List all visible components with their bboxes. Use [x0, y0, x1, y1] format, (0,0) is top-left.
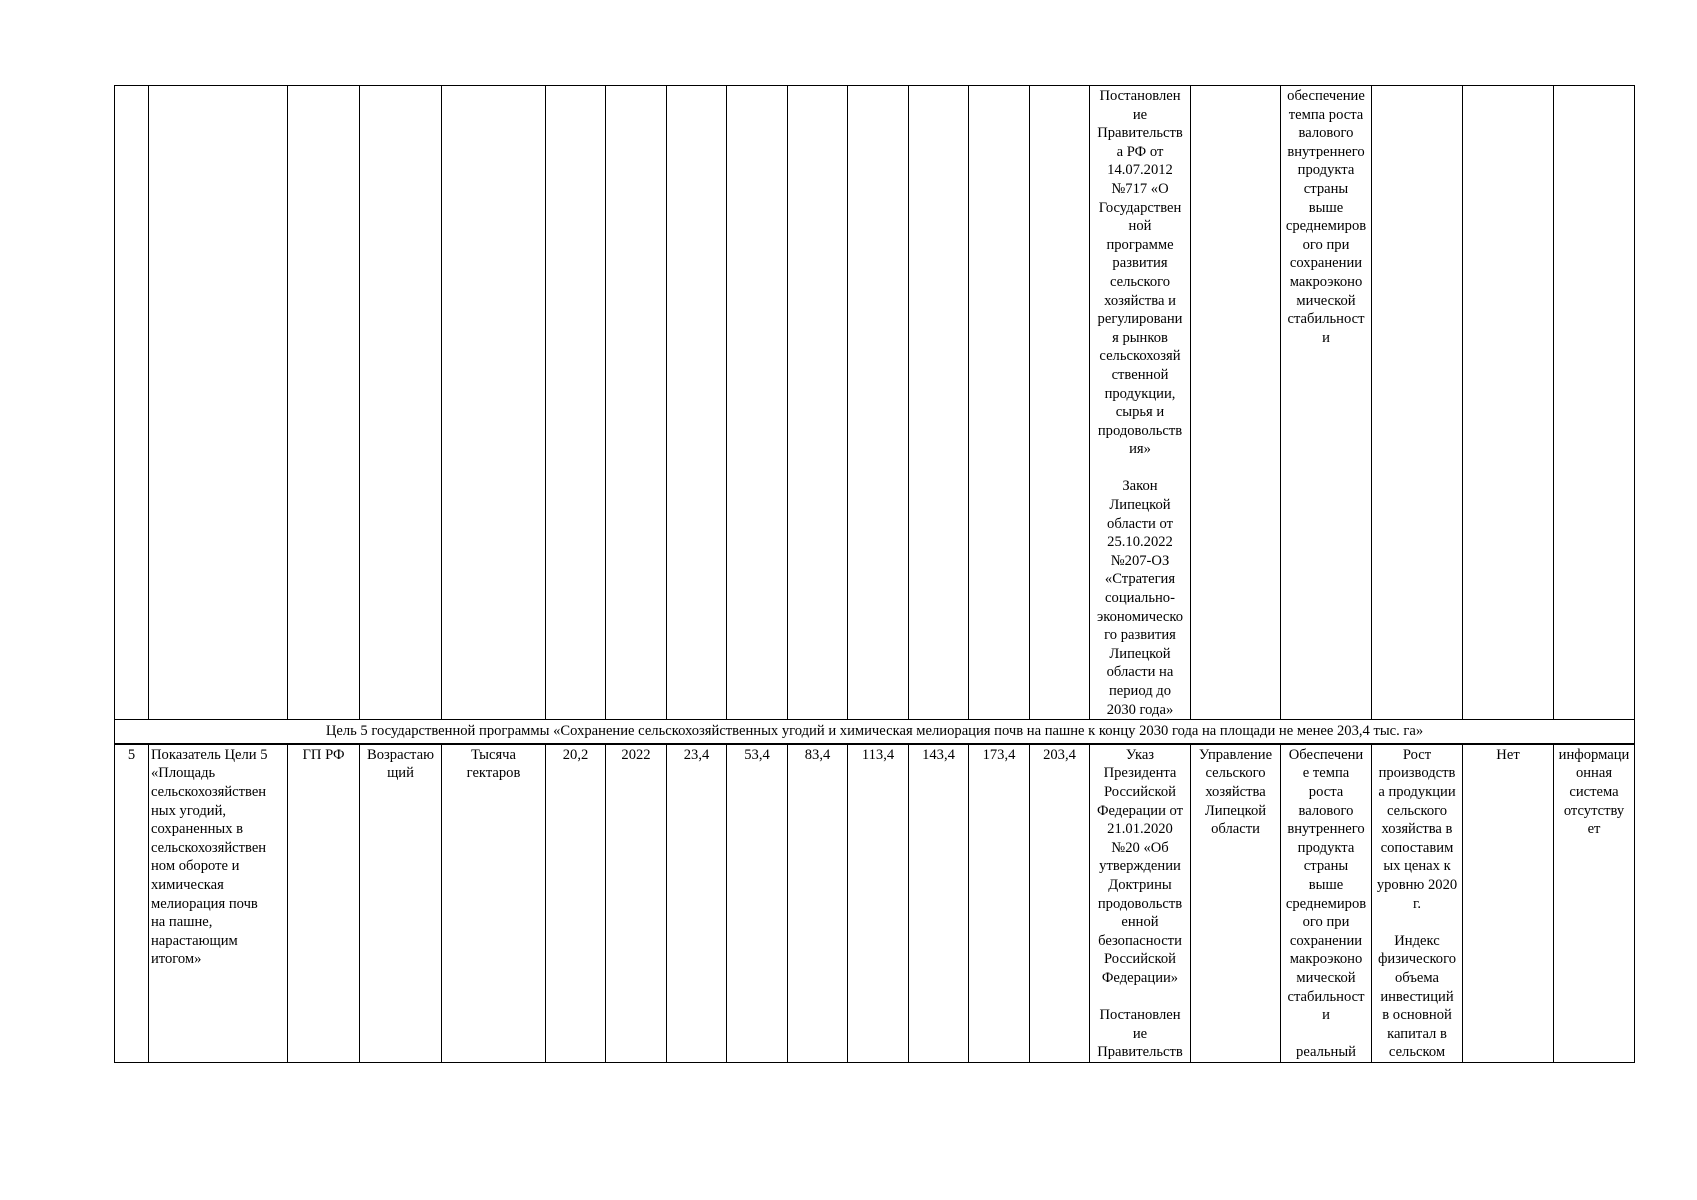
cell-v7 — [1030, 86, 1090, 720]
text-line: ых ценах к — [1383, 858, 1451, 875]
value-2: 53,4 — [727, 744, 788, 1063]
table-row-continuation — [115, 86, 1635, 720]
indicator-trend — [360, 744, 442, 1063]
state-indicators — [1372, 744, 1463, 1063]
text-line: стабильност — [1287, 311, 1365, 328]
cell-infosys — [1554, 86, 1635, 720]
cell-v1 — [667, 86, 727, 720]
text-line: Доктрины — [1108, 876, 1172, 893]
text-line: ого при — [1302, 236, 1350, 253]
text-line: сельскохозяйствен — [151, 839, 267, 856]
value-3: 83,4 — [788, 744, 848, 1063]
cell-indicator — [149, 86, 288, 720]
text-line: г. — [1413, 895, 1421, 912]
value-1: 23,4 — [667, 744, 727, 1063]
text-line: сельского — [1386, 802, 1448, 819]
text-line: макроэконо — [1289, 273, 1363, 290]
text-line: области на — [1106, 664, 1174, 681]
responsible — [1191, 744, 1281, 1063]
text-line: хозяйства в — [1381, 821, 1453, 838]
text-line: развития — [1112, 255, 1168, 272]
text-line: мической — [1296, 969, 1356, 986]
text-line: ной — [1128, 218, 1152, 235]
indicator-name — [149, 744, 288, 1063]
text-line: Государствен — [1098, 199, 1182, 216]
text-line: выше — [1308, 199, 1344, 216]
text-line: ого при — [1302, 914, 1350, 931]
text-line: Обеспечени — [1288, 746, 1364, 763]
cell-unit — [442, 86, 546, 720]
text-line: мической — [1296, 292, 1356, 309]
text-line: страны — [1303, 858, 1349, 875]
text-line: регулировани — [1097, 311, 1183, 328]
text-line: период до — [1108, 683, 1172, 699]
text-line: хозяйства и — [1104, 292, 1176, 309]
cell-trend — [360, 86, 442, 720]
text-line: №717 «О — [1111, 180, 1169, 197]
text-line: 14.07.2012 — [1107, 162, 1173, 179]
text-line: Постановлен — [1099, 1007, 1181, 1024]
text-line: сельского — [1205, 765, 1266, 782]
text-line: сохранении — [1289, 932, 1363, 949]
text-line: 2030 года» — [1106, 701, 1174, 718]
text-line: Президента — [1103, 765, 1177, 782]
text-line: Липецкой — [1204, 802, 1267, 819]
cell-link — [1463, 86, 1554, 720]
text-line: 25.10.2022 — [1107, 534, 1173, 551]
text-line: ия» — [1129, 441, 1151, 458]
text-line: на пашне, — [151, 914, 213, 931]
text-line: Липецкой — [1109, 497, 1171, 514]
text-line: уровню 2020 — [1376, 876, 1458, 893]
text-line: «Площадь — [151, 765, 216, 782]
cell-state-indicators — [1372, 86, 1463, 720]
text-line: щий — [387, 765, 414, 782]
text-line: го развития — [1104, 627, 1176, 644]
text-line: итогом» — [151, 951, 202, 968]
value-7: 203,4 — [1030, 744, 1090, 1063]
text-line: сопоставим — [1380, 839, 1454, 856]
text-line: Показатель Цели 5 — [151, 746, 268, 763]
text-line: объема — [1395, 969, 1439, 986]
cell-base-year — [606, 86, 667, 720]
cell-responsible — [1191, 86, 1281, 720]
base-year: 2022 — [606, 744, 667, 1063]
text-line: Рост — [1402, 746, 1432, 763]
text-line: онная — [1575, 765, 1613, 782]
indicator-level: ГП РФ — [288, 744, 360, 1063]
text-line: отсутству — [1563, 802, 1625, 819]
text-line: я рынков — [1112, 329, 1168, 346]
text-line: продукта — [1297, 162, 1355, 179]
text-line: ет — [1587, 821, 1601, 838]
text-line: области — [1211, 821, 1260, 838]
text-line: Указ — [1125, 746, 1155, 763]
text-line: №20 «Об — [1111, 839, 1169, 856]
text-line: безопасности — [1098, 932, 1182, 949]
text-line: сохраненных в — [151, 821, 244, 838]
national-goals — [1281, 744, 1372, 1063]
text-line: инвестиций — [1380, 988, 1454, 1005]
cell-v5 — [909, 86, 969, 720]
text-line: обеспечение — [1287, 88, 1365, 104]
text-line: валового — [1298, 125, 1354, 142]
text-line: области от — [1107, 515, 1173, 532]
text-line: гектаров — [466, 765, 521, 782]
text-line: Правительств — [1097, 125, 1183, 142]
text-line: Постановлен — [1099, 88, 1181, 104]
text-line: ственной — [1111, 366, 1169, 383]
text-line: енной — [1121, 914, 1159, 931]
text-line: Тысяча — [471, 746, 516, 763]
text-line: среднемиров — [1285, 895, 1367, 912]
text-line: продукта — [1297, 839, 1355, 856]
text-line: а продукции — [1378, 783, 1456, 800]
text-line: Управление — [1198, 746, 1273, 763]
text-line: утверждении — [1099, 858, 1181, 875]
text-line: Федерации» — [1101, 969, 1179, 986]
text-line: социально- — [1105, 590, 1175, 607]
text-line: Федерации от — [1096, 802, 1184, 819]
text-line: реальный — [1296, 1044, 1356, 1061]
text-line: ном обороте и — [151, 858, 240, 875]
text-line: сельскохозяй — [1099, 348, 1181, 365]
text-line: внутреннего — [1287, 143, 1365, 160]
text-line: Липецкой — [1109, 645, 1171, 662]
table-row — [115, 744, 1635, 1063]
text-line: производств — [1378, 765, 1456, 782]
text-line: нарастающим — [151, 932, 238, 949]
text-line: продовольств — [1097, 895, 1183, 912]
text-line: сохранении — [1289, 255, 1363, 272]
cell-documents — [1090, 86, 1191, 720]
cell-national-goals — [1281, 86, 1372, 720]
text-line: «Стратегия — [1104, 571, 1176, 588]
cell-v4 — [848, 86, 909, 720]
text-line: Индекс — [1394, 932, 1440, 949]
text-line: экономическо — [1096, 608, 1184, 625]
text-line: Возрастаю — [367, 746, 434, 763]
row-number: 5 — [115, 744, 149, 1063]
text-line: внутреннего — [1287, 821, 1365, 838]
text-line: химическая — [151, 876, 224, 893]
text-line: страны — [1303, 180, 1349, 197]
text-line: макроэконо — [1289, 951, 1363, 968]
text-line: роста — [1308, 783, 1344, 800]
text-line: сельскохозяйствен — [151, 783, 267, 800]
text-line: стабильност — [1287, 988, 1365, 1005]
cell-num — [115, 86, 149, 720]
cell-v6 — [969, 86, 1030, 720]
info-system — [1554, 744, 1635, 1063]
text-line: Закон — [1122, 478, 1158, 495]
text-line: капитал в — [1387, 1025, 1447, 1042]
text-line: сельского — [1109, 273, 1171, 290]
text-line: сельском — [1388, 1044, 1446, 1061]
text-line: темпа роста — [1288, 106, 1364, 123]
text-line: продовольств — [1097, 422, 1183, 439]
text-line: хозяйства — [1205, 783, 1266, 800]
text-line: Российской — [1104, 783, 1176, 800]
text-line: Правительств — [1097, 1044, 1183, 1061]
text-line: е темпа — [1302, 765, 1350, 782]
text-line: информаци — [1558, 746, 1630, 763]
value-4: 113,4 — [848, 744, 909, 1063]
text-line: мелиорация почв — [151, 895, 258, 912]
text-line: №207-ОЗ — [1110, 552, 1170, 569]
text-line: валового — [1298, 802, 1354, 819]
text-line: в основной — [1382, 1007, 1452, 1024]
cell-base-value — [546, 86, 606, 720]
text-line: Российской — [1104, 951, 1176, 968]
text-line: ных угодий, — [151, 802, 227, 819]
text-line: ие — [1132, 106, 1148, 123]
text-line: ие — [1132, 1025, 1148, 1042]
cell-v3 — [788, 86, 848, 720]
documents — [1090, 744, 1191, 1063]
text-line: сырья и — [1115, 404, 1165, 421]
text-line: система — [1569, 783, 1619, 800]
link-indicator: Нет — [1463, 744, 1554, 1063]
value-6: 173,4 — [969, 744, 1030, 1063]
text-line: а РФ от — [1116, 143, 1164, 160]
cell-level — [288, 86, 360, 720]
indicators-table — [114, 85, 1635, 1063]
goal-row — [115, 720, 1635, 744]
text-line: физического — [1377, 951, 1457, 968]
text-line: и — [1322, 1007, 1330, 1024]
indicator-unit — [442, 744, 546, 1063]
text-line: выше — [1308, 876, 1344, 893]
text-line: 21.01.2020 — [1107, 821, 1173, 838]
goal-heading: Цель 5 государственной программы «Сохранение сельскохозяйственных угодий и химическая мелиорация почв на пашне к концу 2030 года на площади не менее 203,4 тыс. га» — [115, 720, 1635, 744]
text-line: продукции, — [1104, 385, 1176, 402]
text-line: программе — [1106, 236, 1174, 253]
value-5: 143,4 — [909, 744, 969, 1063]
text-line: и — [1322, 329, 1330, 346]
text-line: среднемиров — [1285, 218, 1367, 235]
cell-v2 — [727, 86, 788, 720]
base-value: 20,2 — [546, 744, 606, 1063]
